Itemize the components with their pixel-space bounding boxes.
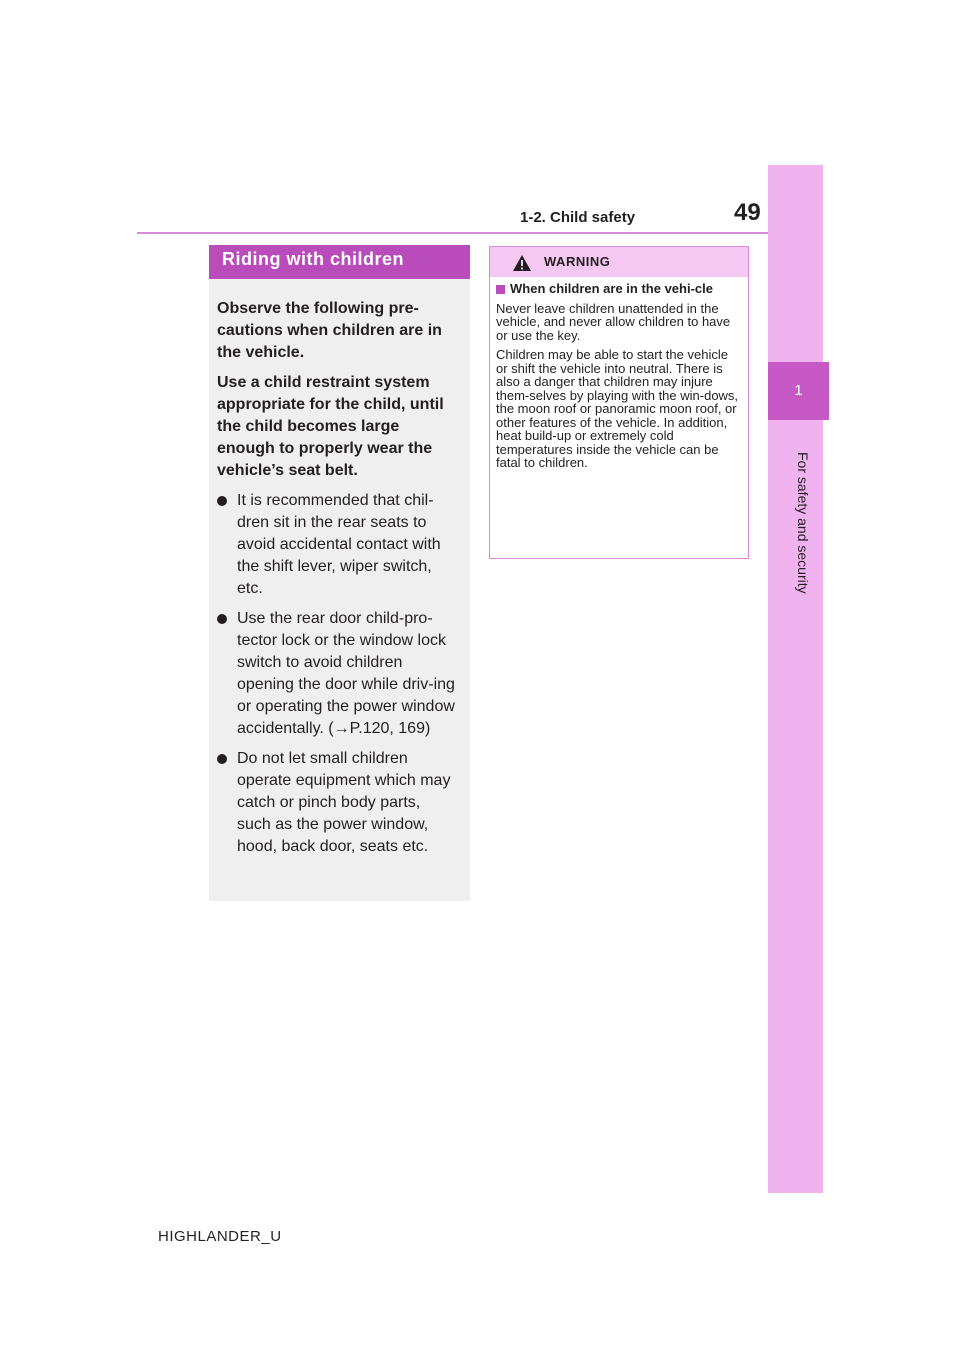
side-tab bbox=[768, 165, 823, 1193]
bullet-item bbox=[217, 608, 457, 740]
warning-body bbox=[496, 282, 742, 476]
bullet-item bbox=[217, 490, 457, 600]
header-rule bbox=[137, 232, 768, 234]
chapter-title: For safety and security bbox=[795, 452, 811, 594]
warning-label: WARNING bbox=[544, 254, 611, 269]
bullet-text: It is recommended that chil-dren sit in the rear seats to avoid accidental contact with the shift lever, wiper switch, etc. bbox=[237, 492, 441, 597]
bullet-icon bbox=[217, 614, 227, 624]
bullet-item bbox=[217, 748, 457, 858]
bullet-icon bbox=[217, 496, 227, 506]
section-content bbox=[209, 279, 470, 901]
footer-code: HIGHLANDER_U bbox=[158, 1228, 282, 1245]
page-number: 49 bbox=[734, 199, 761, 226]
warning-paragraph: Children may be able to start the vehicle or shift the vehicle into neutral. There is also a danger that children may injure them-selves by playing with the win-dows, the moon roof or panoramic moon roof, or other features of the vehicle. In addition, heat build-up or extremely cold temperatures inside the vehicle can be fatal to children. bbox=[496, 347, 739, 470]
header-section-title: 1-2. Child safety bbox=[520, 209, 636, 226]
warning-heading bbox=[496, 282, 742, 296]
square-bullet-icon bbox=[496, 285, 505, 294]
warning-box bbox=[489, 246, 749, 559]
bullet-text: Do not let small children operate equipment which may catch or pinch body parts, such as the power window, hood, back door, seats etc. bbox=[237, 750, 451, 855]
bullet-text: Use the rear door child-pro-tector lock or the window lock switch to avoid children opening the door while driv-ing or operating the power window accidentally. (→P.120, 169) bbox=[237, 610, 455, 737]
warning-heading-text: When children are in the vehi-cle bbox=[510, 281, 713, 296]
warning-paragraph: Never leave children unattended in the vehicle, and never allow children to have or use the key. bbox=[496, 300, 731, 343]
warning-header bbox=[490, 247, 748, 277]
warning-triangle-icon bbox=[512, 254, 532, 277]
lead-paragraph: Use a child restraint system appropriate for the child, until the child becomes large enough to properly wear the vehicle’s seat belt. bbox=[217, 374, 444, 479]
bullet-icon bbox=[217, 754, 227, 764]
chapter-number: 1 bbox=[794, 382, 803, 399]
section-title: Riding with children bbox=[222, 249, 404, 269]
lead-paragraph: Observe the following pre-cautions when children are in the vehicle. bbox=[217, 300, 442, 361]
